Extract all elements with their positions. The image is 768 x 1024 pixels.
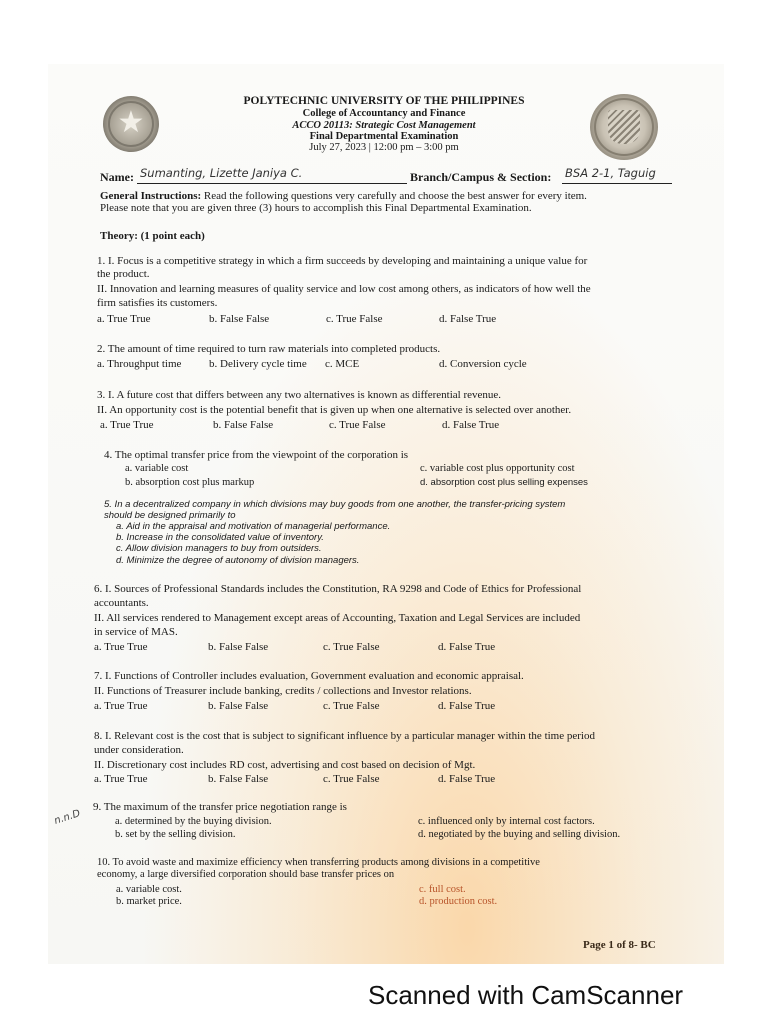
camscanner-watermark: Scanned with CamScanner: [368, 980, 684, 1010]
question-8-line2: under consideration.: [94, 744, 184, 756]
question-2-line1: 2. The amount of time required to turn raw materials into completed products.: [97, 343, 441, 355]
q6-option-a[interactable]: a. True True: [94, 641, 148, 653]
university-seal: ★: [103, 96, 159, 152]
question-5-line2: should be designed primarily to: [104, 510, 236, 521]
question-5-line1: 5. In a decentralized company in which divisions may buy goods from one another, the transfer-pricing system: [104, 499, 566, 510]
q9-option-a[interactable]: a. determined by the buying division.: [115, 816, 272, 827]
q6-option-d[interactable]: d. False True: [438, 641, 496, 653]
q4-option-d[interactable]: d. absorption cost plus selling expenses: [420, 477, 588, 488]
question-8-line3: II. Discretionary cost includes RD cost, advertising and cost based on decision of Mgt.: [94, 759, 476, 771]
q9-option-b[interactable]: b. set by the selling division.: [115, 829, 236, 840]
q8-option-c[interactable]: c. True False: [323, 773, 380, 785]
question-7-line2: II. Functions of Treasurer include banking, credits / collections and Investor relations.: [94, 685, 472, 697]
page-number: Page 1 of 8- BC: [583, 939, 656, 951]
q10-option-c[interactable]: c. full cost.: [419, 884, 466, 895]
q3-option-c[interactable]: c. True False: [329, 419, 386, 431]
question-3-line2: II. An opportunity cost is the potential benefit that is given up when one alternative is selected over another.: [97, 404, 572, 416]
question-10-line2: economy, a large diversified corporation should base transfer prices on: [97, 869, 395, 880]
q3-option-d[interactable]: d. False True: [442, 419, 500, 431]
q9-option-c[interactable]: c. influenced only by internal cost factors.: [418, 816, 595, 827]
question-10-line1: 10. To avoid waste and maximize efficiency when transferring products among divisions in a competitive: [97, 857, 540, 868]
q7-option-d[interactable]: d. False True: [438, 700, 496, 712]
exam-date: July 27, 2023 | 12:00 pm – 3:00 pm: [309, 142, 459, 153]
q10-option-a[interactable]: a. variable cost.: [116, 884, 182, 895]
section-title: Theory: (1 point each): [100, 230, 205, 242]
branch-value: BSA 2-1, Taguig: [565, 166, 656, 180]
q1-option-a[interactable]: a. True True: [97, 313, 151, 325]
question-1-line4: firm satisfies its customers.: [97, 297, 218, 309]
college-name: College of Accountancy and Finance: [302, 108, 466, 119]
question-6-line4: in service of MAS.: [94, 626, 178, 638]
question-8-line1: 8. I. Relevant cost is the cost that is subject to significant influence by a particular manager within the time period: [94, 730, 595, 742]
q6-option-b[interactable]: b. False False: [208, 641, 269, 653]
question-9-line1: 9. The maximum of the transfer price negotiation range is: [93, 801, 347, 813]
q7-option-a[interactable]: a. True True: [94, 700, 148, 712]
q3-option-a[interactable]: a. True True: [100, 419, 154, 431]
q5-option-b[interactable]: b. Increase in the consolidated value of inventory.: [116, 532, 324, 543]
q3-option-b[interactable]: b. False False: [213, 419, 274, 431]
exam-title: Final Departmental Examination: [309, 131, 459, 142]
instructions-line2: Please note that you are given three (3) hours to accomplish this Final Departmental Examination.: [100, 202, 532, 214]
q1-option-d[interactable]: d. False True: [439, 313, 497, 325]
q4-option-a[interactable]: a. variable cost: [125, 463, 189, 474]
q7-option-c[interactable]: c. True False: [323, 700, 380, 712]
margin-note: n.n.D: [52, 808, 82, 827]
course-title: ACCO 20113: Strategic Cost Management: [292, 120, 476, 131]
q10-option-b[interactable]: b. market price.: [116, 896, 182, 907]
q8-option-a[interactable]: a. True True: [94, 773, 148, 785]
question-1-line2: the product.: [97, 268, 150, 280]
q4-option-c[interactable]: c. variable cost plus opportunity cost: [420, 463, 575, 474]
question-4-line1: 4. The optimal transfer price from the viewpoint of the corporation is: [104, 449, 409, 461]
branch-underline: [562, 183, 672, 184]
q9-option-d[interactable]: d. negotiated by the buying and selling division.: [418, 829, 621, 840]
q1-option-c[interactable]: c. True False: [326, 313, 383, 325]
name-label: Name:: [100, 170, 134, 184]
instructions-label: General Instructions:: [100, 190, 202, 202]
branch-label: Branch/Campus & Section:: [410, 170, 552, 184]
university-name: POLYTECHNIC UNIVERSITY OF THE PHILIPPINES: [243, 95, 525, 107]
q5-option-c[interactable]: c. Allow division managers to buy from outsiders.: [116, 543, 322, 554]
question-6-line2: accountants.: [94, 597, 149, 609]
q7-option-b[interactable]: b. False False: [208, 700, 269, 712]
q1-option-b[interactable]: b. False False: [209, 313, 270, 325]
q2-option-b[interactable]: b. Delivery cycle time: [209, 358, 307, 370]
q8-option-d[interactable]: d. False True: [438, 773, 496, 785]
name-value: Sumanting, Lizette Janiya C.: [140, 166, 303, 180]
q8-option-b[interactable]: b. False False: [208, 773, 269, 785]
q2-option-d[interactable]: d. Conversion cycle: [439, 358, 527, 370]
q2-option-c[interactable]: c. MCE: [325, 358, 360, 370]
question-1-line3: II. Innovation and learning measures of quality service and low cost among others, as indicators of how well the: [97, 283, 591, 295]
question-3-line1: 3. I. A future cost that differs between any two alternatives is known as differential revenue.: [97, 389, 502, 401]
question-7-line1: 7. I. Functions of Controller includes evaluation, Government evaluation and economic appraisal.: [94, 670, 524, 682]
q5-option-a[interactable]: a. Aid in the appraisal and motivation of managerial performance.: [116, 521, 391, 532]
question-6-line3: II. All services rendered to Management except areas of Accounting, Taxation and Legal Services are included: [94, 612, 581, 624]
instructions-line1: General Instructions: Read the following questions very carefully and choose the best answer for every item.: [100, 190, 587, 202]
q10-option-d[interactable]: d. production cost.: [419, 896, 498, 907]
q6-option-c[interactable]: c. True False: [323, 641, 380, 653]
name-underline: [137, 183, 407, 184]
q5-option-d[interactable]: d. Minimize the degree of autonomy of division managers.: [116, 555, 360, 566]
q2-option-a[interactable]: a. Throughput time: [97, 358, 182, 370]
question-1-line1: 1. I. Focus is a competitive strategy in which a firm succeeds by developing and maintaining a unique value for: [97, 255, 588, 267]
q4-option-b[interactable]: b. absorption cost plus markup: [125, 477, 255, 488]
question-6-line1: 6. I. Sources of Professional Standards includes the Constitution, RA 9298 and Code of Ethics for Professional: [94, 583, 582, 595]
